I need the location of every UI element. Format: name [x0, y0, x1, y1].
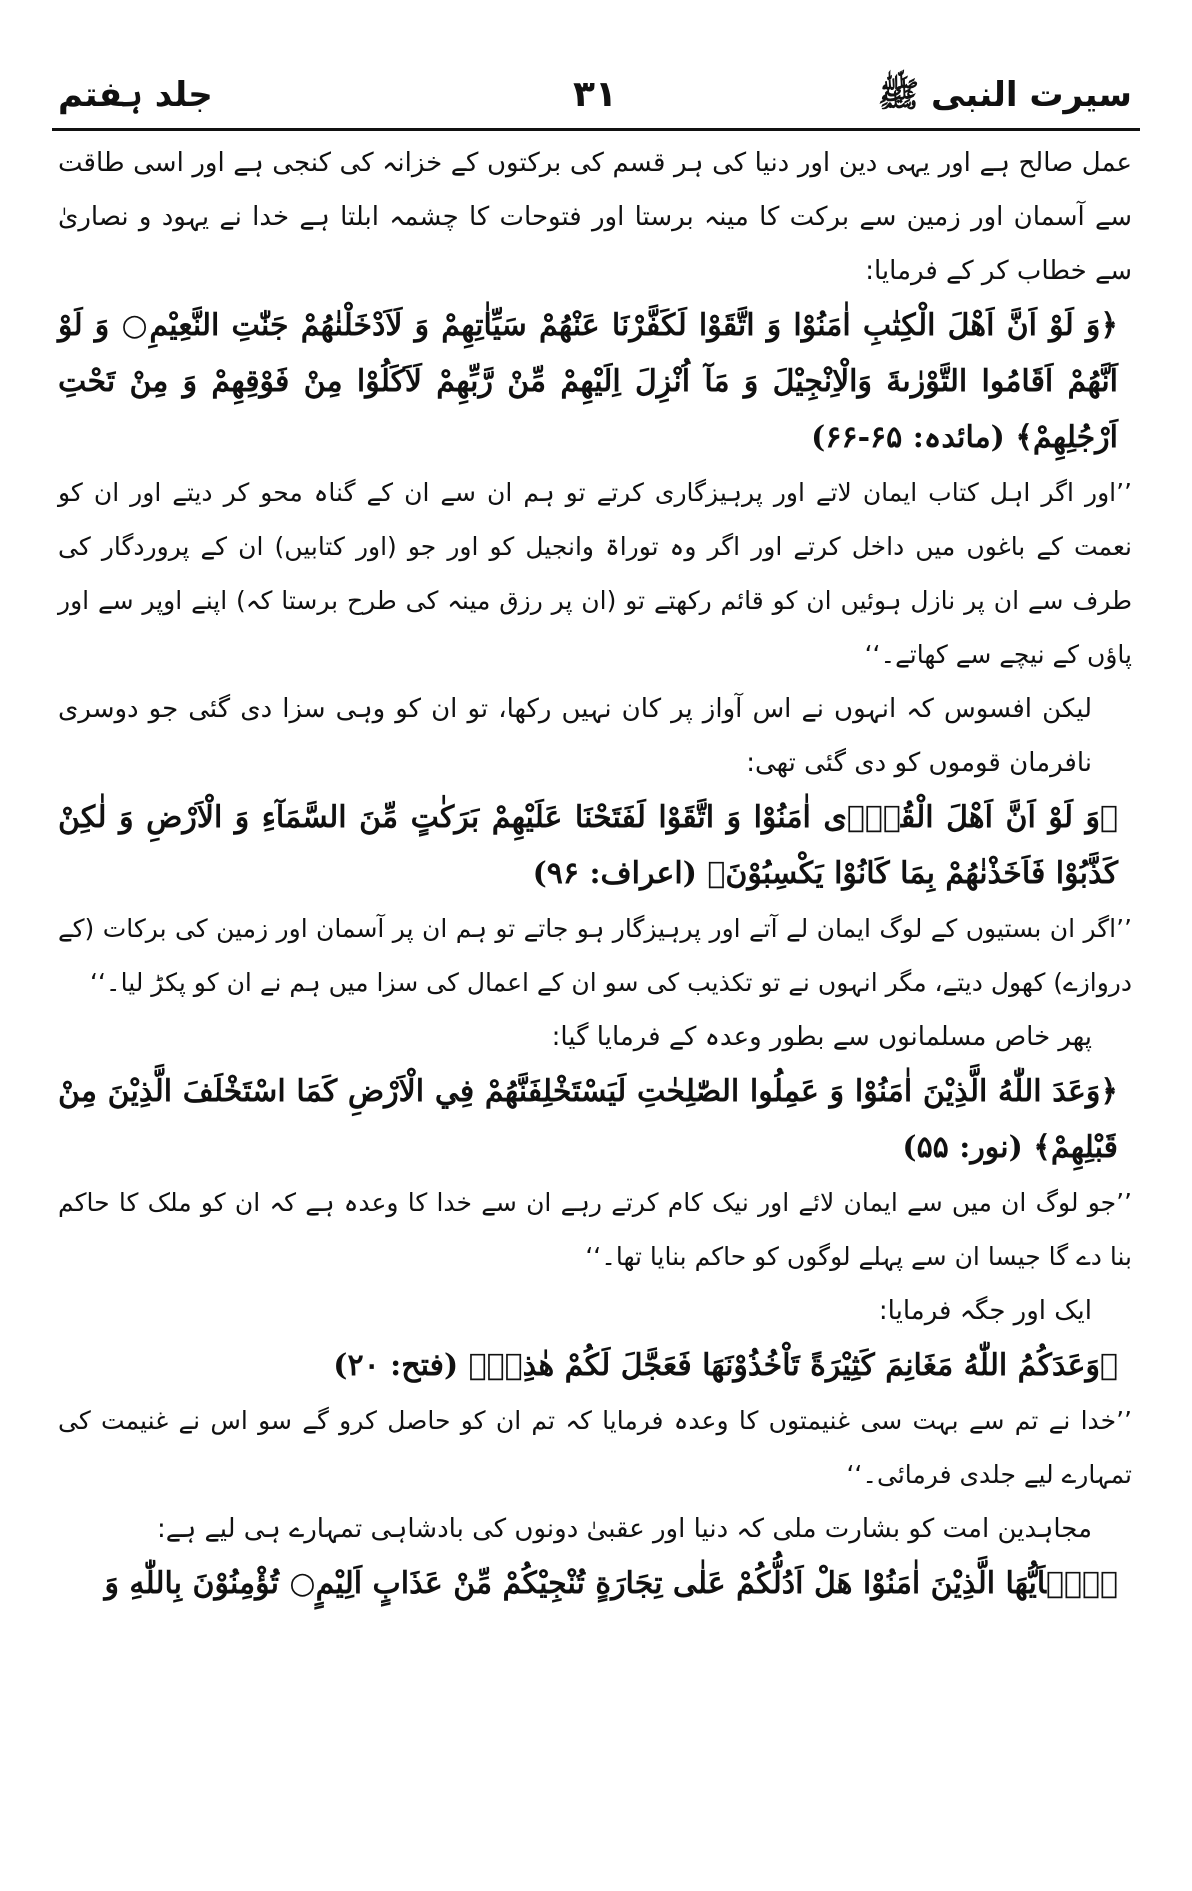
- header-rule: [52, 128, 1140, 131]
- prose-paragraph: لیکن افسوس کہ انہوں نے اس آواز پر کان نہیں رکھا، تو ان کو وہی سزا دی گئی جو دوسری نافرمان قوموں کو دی گئی تھی:: [58, 694, 1092, 778]
- arabic-verse: ﴿وَعَدَكُمُ اللّٰهُ مَغَانِمَ كَثِيْرَةً تَاْخُذُوْنَهَا فَعَجَّلَ لَكُمْ هٰذِهٖ﴾ (فتح: ۲۰): [333, 1348, 1118, 1383]
- page-number: ۳۱: [573, 74, 617, 115]
- page-body: [58, 136, 1132, 1612]
- verse-translation: ’’خدا نے تم سے بہت سی غنیمتوں کا وعدہ فرمایا کہ تم ان کو حاصل کرو گے سو اس نے غنیمت کی تمہارے لیے جلدی فرمائی۔‘‘: [58, 1406, 1132, 1489]
- verse-translation: ’’جو لوگ ان میں سے ایمان لائے اور نیک کام کرتے رہے ان سے خدا کا وعدہ ہے کہ ان کو ملک کا حاکم بنا دے گا جیسا ان سے پہلے لوگوں کو حاکم بنایا تھا۔‘‘: [58, 1188, 1132, 1271]
- prose-paragraph: عمل صالح ہے اور یہی دین اور دنیا کی ہر قسم کی برکتوں کے خزانہ کی کنجی ہے اور اسی طاقت سے آسمان اور زمین سے برکت کا مینہ برستا اور فتوحات کا چشمہ ابلتا ہے خدا نے یہود و نصاریٰ سے خطاب کر کے فرمایا:: [58, 148, 1132, 286]
- prose-paragraph: ایک اور جگہ فرمایا:: [878, 1296, 1092, 1326]
- arabic-verse: ﴿وَعَدَ اللّٰهُ الَّذِيْنَ اٰمَنُوْا وَ عَمِلُوا الصّٰلِحٰتِ لَيَسْتَخْلِفَنَّهُمْ فِي الْاَرْضِ كَمَا اسْتَخْلَفَ الَّذِيْنَ مِنْ قَبْلِهِمْ﴾ (نور: ۵۵): [58, 1074, 1118, 1165]
- verse-translation: ’’اگر ان بستیوں کے لوگ ایمان لے آتے اور پرہیزگار ہو جاتے تو ہم ان پر آسمان اور زمین کی برکات (کے دروازے) کھول دیتے، مگر انہوں نے تو تکذیب کی سو ان کے اعمال کی سزا میں ہم نے ان کو پکڑ لیا۔‘‘: [58, 914, 1132, 997]
- arabic-verse: ﴿وَ لَوْ اَنَّ اَهْلَ الْكِتٰبِ اٰمَنُوْا وَ اتَّقَوْا لَكَفَّرْنَا عَنْهُمْ سَيِّاٰتِهِمْ وَ لَاَدْخَلْنٰهُمْ جَنّٰتِ النَّعِيْمِ○ وَ لَوْ اَنَّهُمْ اَقَامُوا التَّوْرٰىةَ وَالْاِنْجِيْلَ وَ مَآ اُنْزِلَ اِلَيْهِمْ مِّنْ رَّبِّهِمْ لَاَكَلُوْا مِنْ فَوْقِهِمْ وَ مِنْ تَحْتِ اَرْجُلِهِمْ﴾ (مائدہ: ۶۵-۶۶): [58, 308, 1118, 455]
- running-title: سیرت النبی ﷺ: [878, 75, 1132, 115]
- prose-paragraph: مجاہدین امت کو بشارت ملی کہ دنیا اور عقبیٰ دونوں کی بادشاہی تمہارے ہی لیے ہے:: [157, 1514, 1092, 1544]
- page-header: [58, 68, 1132, 128]
- prose-paragraph: پھر خاص مسلمانوں سے بطور وعدہ کے فرمایا گیا:: [551, 1022, 1092, 1052]
- arabic-verse: ﴿يٰۤاَيُّهَا الَّذِيْنَ اٰمَنُوْا هَلْ اَدُلُّكُمْ عَلٰى تِجَارَةٍ تُنْجِيْكُمْ مِّنْ عَذَابٍ اَلِيْمٍ○ تُؤْمِنُوْنَ بِاللّٰهِ وَ: [104, 1566, 1118, 1601]
- volume-label: جلد ہفتم: [58, 75, 213, 115]
- arabic-verse: ﴿وَ لَوْ اَنَّ اَهْلَ الْقُرٰۤى اٰمَنُوْا وَ اتَّقَوْا لَفَتَحْنَا عَلَيْهِمْ بَرَكٰتٍ مِّنَ السَّمَآءِ وَ الْاَرْضِ وَ لٰكِنْ كَذَّبُوْا فَاَخَذْنٰهُمْ بِمَا كَانُوْا يَكْسِبُوْنَ﴾ (اعراف: ۹۶): [58, 800, 1118, 891]
- verse-translation: ’’اور اگر اہل کتاب ایمان لاتے اور پرہیزگاری کرتے تو ہم ان سے ان کے گناہ محو کر دیتے اور ان کو نعمت کے باغوں میں داخل کرتے اور اگر وہ توراۃ وانجیل کو اور جو (اور کتابیں) ان کے پروردگار کی طرف سے ان پر نازل ہوئیں ان کو قائم رکھتے تو (ان پر رزق مینہ کی طرح برستا کہ) اپنے اوپر سے اور پاؤں کے نیچے سے کھاتے۔‘‘: [58, 478, 1132, 669]
